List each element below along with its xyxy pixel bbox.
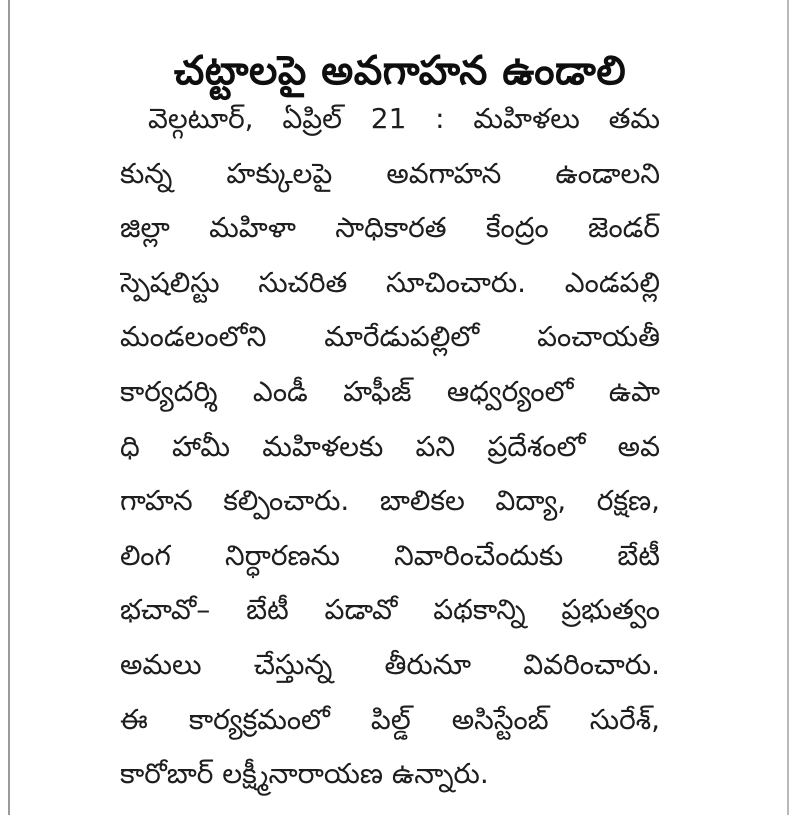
article-line: కార్యదర్శి ఎండీ హఫీజ్ ఆధ్వర్యంలో ఉపా — [120, 374, 660, 408]
article-line: కారోబార్ లక్ష్మీనారాయణ ఉన్నారు. — [120, 757, 489, 791]
article-line: లింగ నిర్ధారణను నివారించేందుకు బేటీ — [120, 538, 660, 572]
article-line: జిల్లా మహిళా సాధికారత కేంద్రం జెండర్ — [120, 211, 660, 245]
article-line: స్పెషలిస్టు సుచరిత సూచించారు. ఎండపల్లి — [120, 265, 660, 299]
article-line: అమలు చేస్తున్న తీరునూ వివరించారు. — [120, 647, 660, 681]
article-line: భచావో– బేటీ పడావో పథకాన్ని ప్రభుత్వం — [120, 593, 660, 627]
article-body — [120, 92, 660, 802]
article-line: ధి హామీ మహిళలకు పని ప్రదేశంలో అవ — [120, 429, 660, 463]
right-column-rule — [787, 0, 789, 815]
article-line: ఈ కార్యక్రమంలో పిల్డ్ అసిస్టేంబ్ సురేశ్, — [120, 702, 660, 736]
article-line: కున్న హక్కులపై అవగాహన ఉండాలని — [120, 156, 660, 190]
article-line: మండలంలోని మారేడుపల్లిలో పంచాయతీ — [120, 320, 660, 354]
left-column-rule — [8, 0, 10, 815]
headline: చట్టాలపై అవగాహన ఉండాలి — [173, 47, 627, 94]
article-line: గాహన కల్పించారు. బాలికల విద్యా, రక్షణ, — [120, 484, 660, 518]
article-line: వెల్గటూర్, ఏప్రిల్ 21 : మహిళలు తమ — [148, 102, 660, 135]
